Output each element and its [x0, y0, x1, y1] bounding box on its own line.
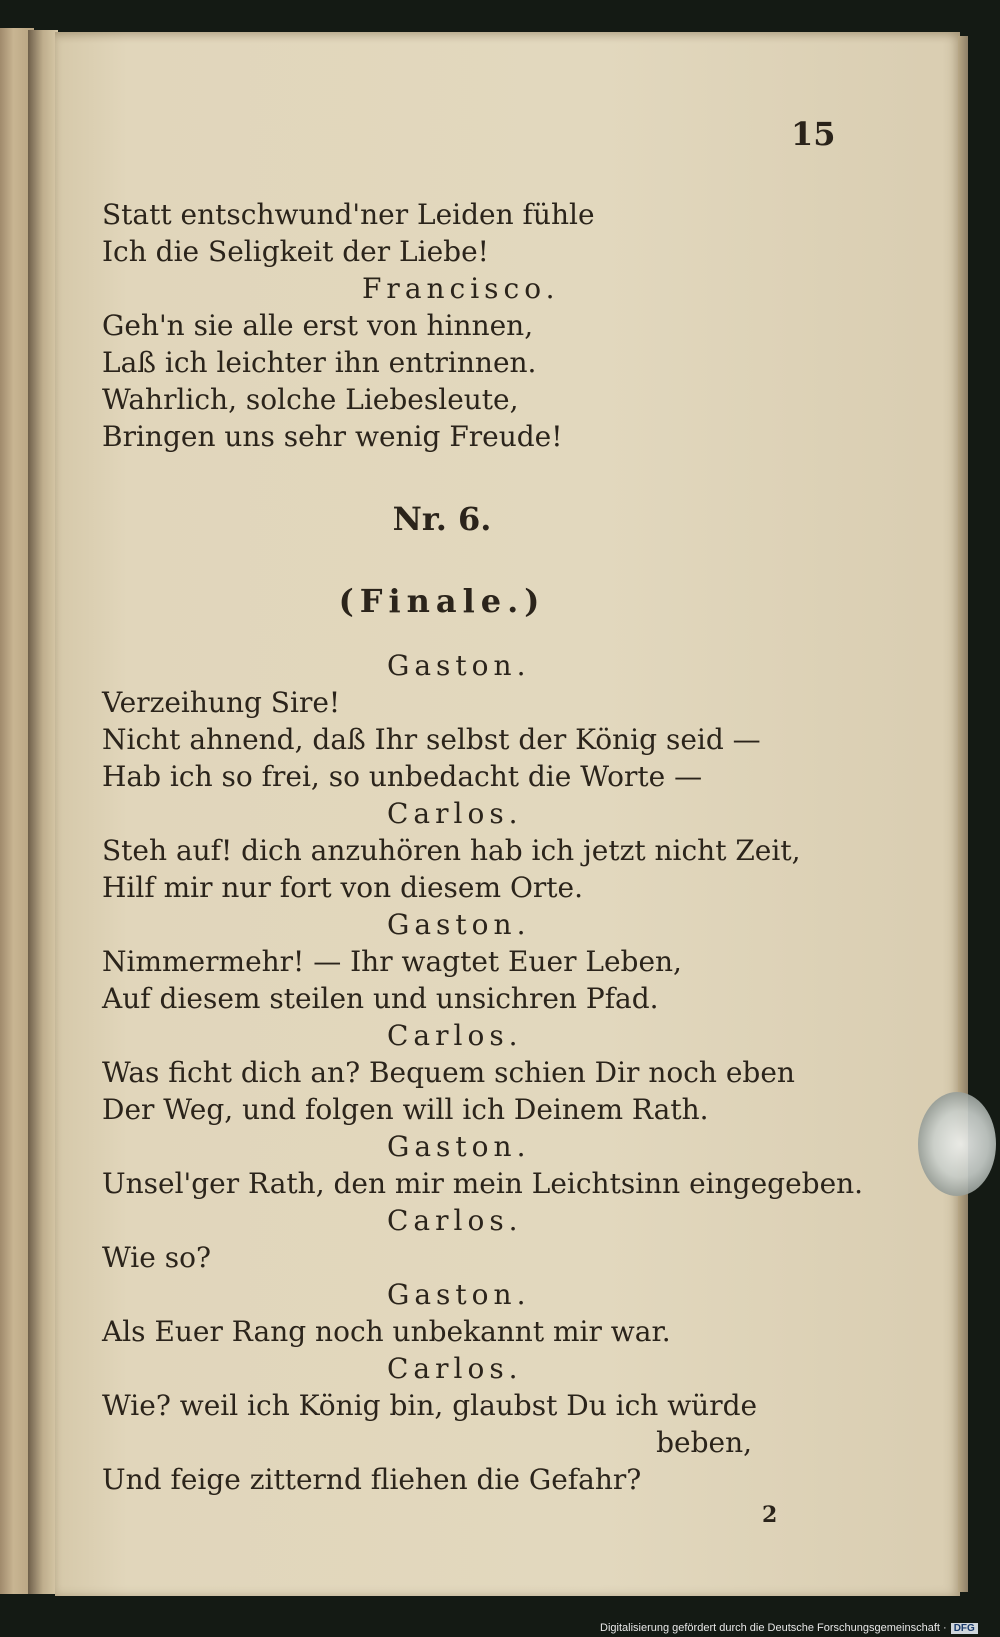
signature-mark: 2	[762, 1502, 778, 1528]
dfg-logo: DFG	[951, 1623, 978, 1634]
text-line: Statt entschwund'ner Leiden fühle	[102, 198, 595, 231]
text-line: Ich die Seligkeit der Liebe!	[102, 235, 489, 268]
text-line: Bringen uns sehr wenig Freude!	[102, 420, 563, 453]
number-heading: Nr. 6.	[392, 500, 492, 538]
text-line: Wie so?	[102, 1241, 211, 1274]
speaker-name: Gaston.	[387, 1278, 531, 1311]
text-line: Unsel'ger Rath, den mir mein Leichtsinn eingegeben.	[102, 1167, 864, 1200]
digitization-credit	[600, 1622, 995, 1637]
speaker-name: Gaston.	[387, 1130, 531, 1163]
text-line: Wie? weil ich König bin, glaubst Du ich würde	[102, 1389, 758, 1422]
text-line: Nimmermehr! — Ihr wagtet Euer Leben,	[102, 945, 682, 978]
text-line: Nicht ahnend, daß Ihr selbst der König seid —	[102, 723, 761, 756]
finale-heading: (Finale.)	[338, 582, 546, 620]
libretto-text	[102, 196, 864, 1498]
speaker-name: Carlos.	[387, 1352, 523, 1385]
text-line: Wahrlich, solche Liebesleute,	[102, 383, 519, 416]
text-line: Was ficht dich an? Bequem schien Dir noch eben	[102, 1056, 795, 1089]
text-line: Der Weg, und folgen will ich Deinem Rath.	[102, 1093, 709, 1126]
speaker-name: Carlos.	[387, 1204, 523, 1237]
text-line: Geh'n sie alle erst von hinnen,	[102, 309, 534, 342]
credit-text: Digitalisierung gefördert durch die Deutsche Forschungsgemeinschaft ·	[600, 1622, 947, 1634]
text-line: Verzeihung Sire!	[102, 686, 341, 719]
text-line: Steh auf! dich anzuhören hab ich jetzt nicht Zeit,	[102, 834, 801, 867]
text-line: Auf diesem steilen und unsichren Pfad.	[102, 982, 659, 1015]
speaker-name: Carlos.	[387, 797, 523, 830]
speaker-name: Carlos.	[387, 1019, 523, 1052]
text-line-continuation: beben,	[656, 1426, 752, 1459]
text-line: Hilf mir nur fort von diesem Orte.	[102, 871, 584, 904]
text-line: Und feige zitternd fliehen die Gefahr?	[102, 1463, 642, 1496]
book-gutter	[28, 30, 58, 1594]
speaker-name: Gaston.	[387, 908, 531, 941]
speaker-name: Francisco.	[362, 272, 560, 305]
page-number: 15	[791, 115, 836, 153]
text-line: Als Euer Rang noch unbekannt mir war.	[102, 1315, 671, 1348]
text-line: Laß ich leichter ihn entrinnen.	[102, 346, 537, 379]
text-line: Hab ich so frei, so unbedacht die Worte —	[102, 760, 703, 793]
speaker-name: Gaston.	[387, 649, 531, 682]
